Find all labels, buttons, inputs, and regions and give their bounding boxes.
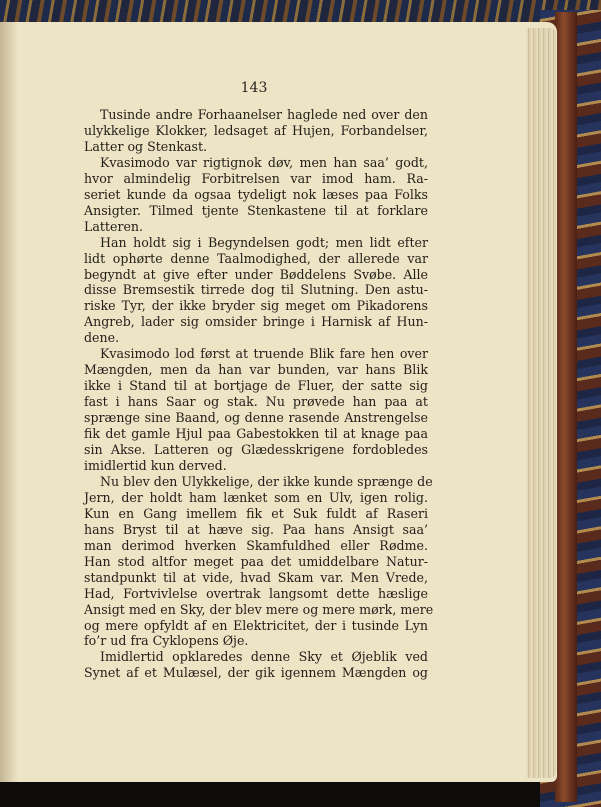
- text-line: Jern, der holdt ham lænket som en Ulv, igen rolig.: [84, 489, 428, 505]
- text-line: disse Bremsestik tirrede dog til Slutning. Den astu-: [84, 282, 428, 298]
- text-line: riske Tyr, der ikke bryder sig meget om Pikadorens: [84, 298, 428, 314]
- gutter-shadow: [0, 22, 18, 782]
- text-line: standpunkt til at vide, hvad Skam var. Men Vrede,: [84, 569, 428, 585]
- text-line: man derimod hverken Skamfuldhed eller Rødme.: [84, 537, 428, 553]
- text-line: Angreb, lader sig omsider bringe i Harnisk af Hun-: [84, 314, 428, 330]
- text-line: Latteren.: [84, 218, 144, 234]
- text-line: Latter og Stenkast.: [84, 138, 208, 154]
- text-line: Kvasimodo var rigtignok døv, men han saa’ godt,: [100, 154, 428, 170]
- text-line: Han stod altfor meget paa det umiddelbare Natur-: [84, 553, 428, 569]
- text-line: Kvasimodo lod først at truende Blik fare hen over: [100, 346, 428, 362]
- text-line: Ansigt med en Sky, der blev mere og mere mørk, mere: [84, 601, 434, 617]
- page-body-text: [84, 107, 434, 681]
- text-line: lidt ophørte denne Taalmodighed, der allerede var: [84, 250, 428, 266]
- text-line: ikke i Stand til at bortjage de Fluer, der satte sig: [84, 378, 428, 394]
- text-line: fast i hans Saar og stak. Nu prøvede han paa at: [84, 394, 428, 410]
- text-line: Tusinde andre Forhaanelser haglede ned over den: [100, 107, 428, 122]
- text-line: sin Akse. Latteren og Glædesskrigene fordobledes: [84, 442, 428, 458]
- text-line: Mængden, men da han var bunden, var hans Blik: [84, 362, 428, 378]
- text-line: Synet af et Mulæsel, der gik igennem Mængden og: [84, 665, 428, 681]
- text-line: og mere opfyldt af en Elektricitet, der i tusinde Lyn: [84, 617, 428, 633]
- page-edges: [526, 28, 556, 778]
- text-line: fik det gamle Hjul paa Gabestokken til at knage paa: [84, 426, 428, 442]
- text-line: imidlertid kun derved.: [84, 457, 227, 473]
- text-line: seriet kunde da ogsaa tydeligt nok læses paa Folks: [84, 186, 428, 202]
- text-line: Han holdt sig i Begyndelsen godt; men lidt efter: [100, 234, 428, 250]
- text-line: begyndt at give efter under Bøddelens Svøbe. Alle: [84, 266, 428, 282]
- text-line: hans Bryst til at hæve sig. Paa hans Ansigt saa’: [84, 521, 428, 537]
- text-line: ulykkelige Klokker, ledsaget af Hujen, Forbandelser,: [84, 122, 428, 138]
- text-line: Kun en Gang imellem fik et Suk fuldt af Raseri: [84, 505, 428, 521]
- text-line: Imidlertid opklaredes denne Sky et Øjeblik ved: [100, 649, 428, 665]
- text-line: dene.: [84, 330, 120, 346]
- text-line: Had, Fortvivlelse overtrak langsomt dette hæslige: [84, 585, 428, 601]
- text-line: Ansigter. Tilmed tjente Stenkastene til at forklare: [84, 202, 428, 218]
- text-line: sprænge sine Baand, og denne rasende Anstrengelse: [84, 410, 428, 426]
- leather-binding-edge: [555, 12, 577, 802]
- page-number: 143: [240, 80, 268, 96]
- text-line: hvor almindelig Forbitrelsen var imod ham. Ra-: [84, 170, 428, 186]
- text-line: fo’r ud fra Cyklopens Øje.: [84, 633, 249, 649]
- text-line: Nu blev den Ulykkelige, der ikke kunde sprænge de: [100, 473, 433, 489]
